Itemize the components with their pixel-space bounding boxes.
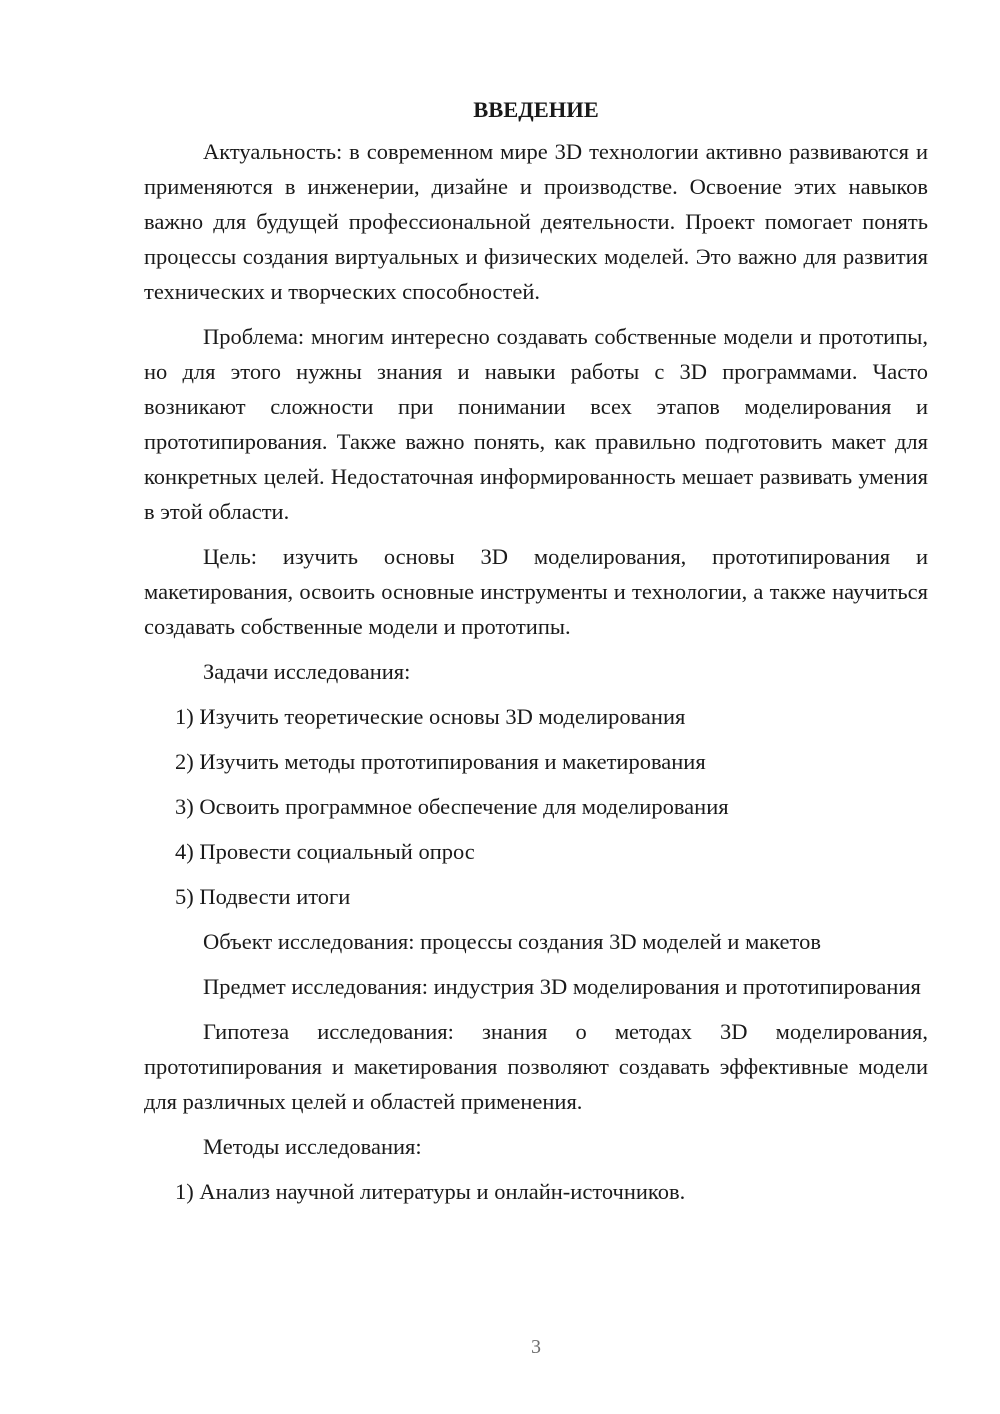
task-item: 1) Изучить теоретические основы 3D моделирования: [175, 704, 686, 729]
page-content: [144, 96, 928, 1219]
tasks-heading: Задачи исследования:: [203, 659, 411, 684]
paragraph-hypothesis: Гипотеза исследования: знания о методах 3D моделирования, прототипирования и макетирования позволяют создавать эффективные модели для различных целей и областей применения.: [144, 1019, 928, 1114]
methods-list: [144, 1174, 928, 1209]
page-number: 3: [531, 1336, 541, 1358]
tasks-list: [144, 699, 928, 914]
task-item: 2) Изучить методы прототипирования и макетирования: [175, 749, 706, 774]
task-item: 5) Подвести итоги: [175, 884, 351, 909]
method-item: 1) Анализ научной литературы и онлайн-источников.: [175, 1179, 686, 1204]
page-title: ВВЕДЕНИЕ: [473, 97, 599, 122]
task-item: 4) Провести социальный опрос: [175, 839, 475, 864]
paragraph-object: Объект исследования: процессы создания 3D моделей и макетов: [203, 929, 821, 954]
paragraph-relevance: Актуальность: в современном мире 3D технологии активно развиваются и применяются в инженерии, дизайне и производстве. Освоение этих навыков важно для будущей профессиональной деятельности. Проект помогает понять процессы создания виртуальных и физических моделей. Это важно для развития технических и творческих способностей.: [144, 139, 928, 304]
paragraph-goal: Цель: изучить основы 3D моделирования, прототипирования и макетирования, освоить основные инструменты и технологии, а также научиться создавать собственные модели и прототипы.: [144, 544, 928, 639]
paragraph-subject: Предмет исследования: индустрия 3D моделирования и прототипирования: [203, 974, 921, 999]
paragraph-problem: Проблема: многим интересно создавать собственные модели и прототипы, но для этого нужны знания и навыки работы с 3D программами. Часто возникают сложности при понимании всех этапов моделирования и прототипирования. Также важно понять, как правильно подготовить макет для конкретных целей. Недостаточная информированность мешает развивать умения в этой области.: [144, 324, 928, 524]
task-item: 3) Освоить программное обеспечение для моделирования: [175, 794, 729, 819]
methods-heading: Методы исследования:: [203, 1134, 422, 1159]
